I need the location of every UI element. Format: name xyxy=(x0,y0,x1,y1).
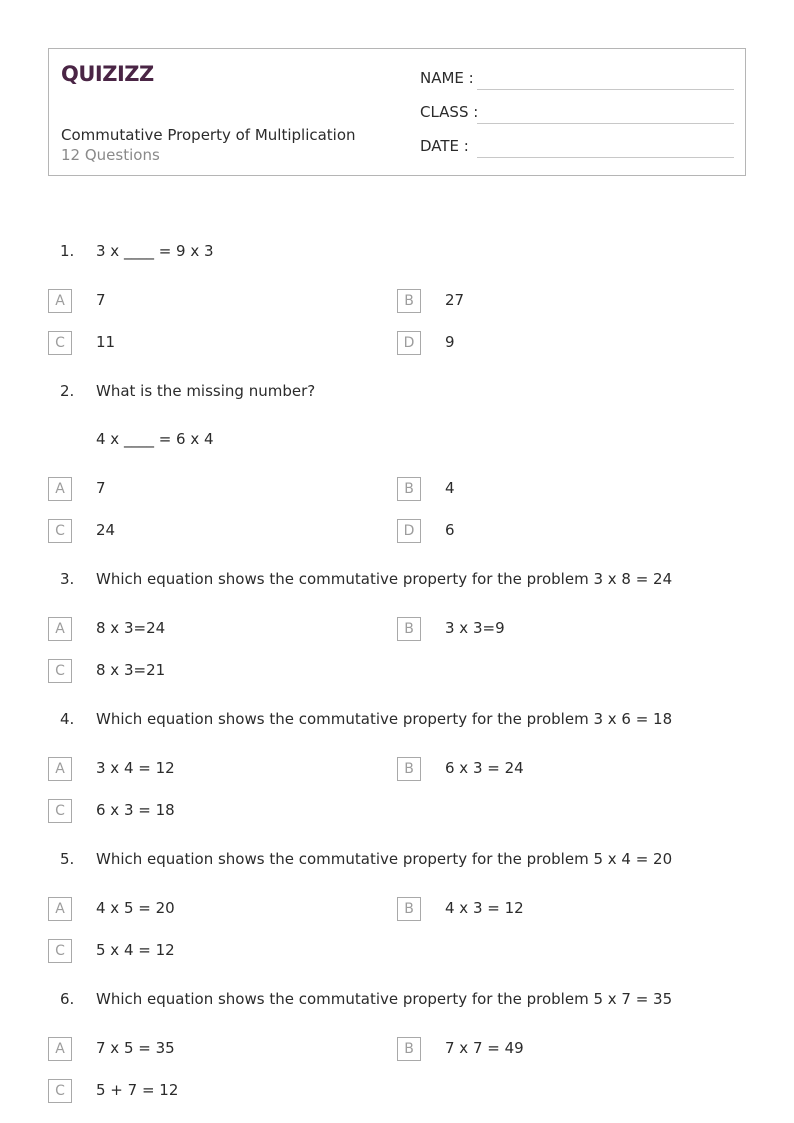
question-4 xyxy=(0,710,794,732)
option-letter-box[interactable]: C xyxy=(48,939,72,963)
question-text: Which equation shows the commutative property for the problem 5 x 7 = 35 xyxy=(96,990,673,1008)
option-text: 5 x 4 = 12 xyxy=(96,941,175,959)
option-text: 8 x 3=24 xyxy=(96,619,166,637)
option-letter-box[interactable]: A xyxy=(48,289,72,313)
question-number: 2. xyxy=(60,382,75,400)
option-text: 7 xyxy=(96,479,106,497)
question-count: 12 Questions xyxy=(61,146,160,164)
option-letter-box[interactable]: D xyxy=(397,331,421,355)
option-text: 7 x 7 = 49 xyxy=(445,1039,524,1057)
svg-text:QUIZIZZ: QUIZIZZ xyxy=(61,62,154,86)
option-text: 27 xyxy=(445,291,465,309)
option-text: 8 x 3=21 xyxy=(96,661,166,679)
question-number: 6. xyxy=(60,990,75,1008)
option-text: 6 xyxy=(445,521,455,539)
worksheet-title: Commutative Property of Multiplication xyxy=(61,126,356,144)
option-letter-box[interactable]: B xyxy=(397,1037,421,1061)
question-text: Which equation shows the commutative property for the problem 3 x 8 = 24 xyxy=(96,570,673,588)
option-text: 24 xyxy=(96,521,116,539)
question-number: 5. xyxy=(60,850,75,868)
question-2-equation xyxy=(0,430,794,452)
option-text: 11 xyxy=(96,333,116,351)
quizizz-logo xyxy=(61,59,157,87)
option-letter-box[interactable]: C xyxy=(48,799,72,823)
name-line[interactable] xyxy=(477,89,734,90)
option-text: 5 + 7 = 12 xyxy=(96,1081,179,1099)
class-line[interactable] xyxy=(477,123,734,124)
option-text: 7 x 5 = 35 xyxy=(96,1039,175,1057)
option-letter-box[interactable]: C xyxy=(48,1079,72,1103)
question-1 xyxy=(0,242,794,264)
date-line[interactable] xyxy=(477,157,734,158)
option-text: 4 x 5 = 20 xyxy=(96,899,175,917)
option-text: 9 xyxy=(445,333,455,351)
option-text: 3 x 4 = 12 xyxy=(96,759,175,777)
option-text: 4 xyxy=(445,479,455,497)
option-letter-box[interactable]: B xyxy=(397,617,421,641)
question-number: 4. xyxy=(60,710,75,728)
option-letter-box[interactable]: A xyxy=(48,897,72,921)
question-text: What is the missing number? xyxy=(96,382,316,400)
option-letter-box[interactable]: B xyxy=(397,897,421,921)
question-number: 3. xyxy=(60,570,75,588)
option-letter-box[interactable]: C xyxy=(48,519,72,543)
option-letter-box[interactable]: B xyxy=(397,477,421,501)
question-6 xyxy=(0,990,794,1012)
class-field[interactable] xyxy=(420,103,734,123)
option-text: 7 xyxy=(96,291,106,309)
worksheet-header xyxy=(48,48,746,176)
name-label: NAME : xyxy=(420,69,474,87)
option-letter-box[interactable]: D xyxy=(397,519,421,543)
option-text: 4 x 3 = 12 xyxy=(445,899,524,917)
option-letter-box[interactable]: A xyxy=(48,477,72,501)
option-text: 6 x 3 = 18 xyxy=(96,801,175,819)
class-label: CLASS : xyxy=(420,103,479,121)
option-letter-box[interactable]: C xyxy=(48,331,72,355)
option-letter-box[interactable]: A xyxy=(48,617,72,641)
question-number: 1. xyxy=(60,242,75,260)
question-text: Which equation shows the commutative property for the problem 3 x 6 = 18 xyxy=(96,710,673,728)
option-letter-box[interactable]: A xyxy=(48,1037,72,1061)
question-2 xyxy=(0,382,794,404)
date-field[interactable] xyxy=(420,137,734,157)
date-label: DATE : xyxy=(420,137,469,155)
option-letter-box[interactable]: B xyxy=(397,289,421,313)
question-text: Which equation shows the commutative property for the problem 5 x 4 = 20 xyxy=(96,850,673,868)
question-3 xyxy=(0,570,794,592)
option-text: 3 x 3=9 xyxy=(445,619,505,637)
option-letter-box[interactable]: C xyxy=(48,659,72,683)
name-field[interactable] xyxy=(420,69,734,89)
option-text: 6 x 3 = 24 xyxy=(445,759,524,777)
option-letter-box[interactable]: A xyxy=(48,757,72,781)
question-text: 3 x ____ = 9 x 3 xyxy=(96,242,214,260)
option-letter-box[interactable]: B xyxy=(397,757,421,781)
question-subtext: 4 x ____ = 6 x 4 xyxy=(96,430,214,448)
question-5 xyxy=(0,850,794,872)
